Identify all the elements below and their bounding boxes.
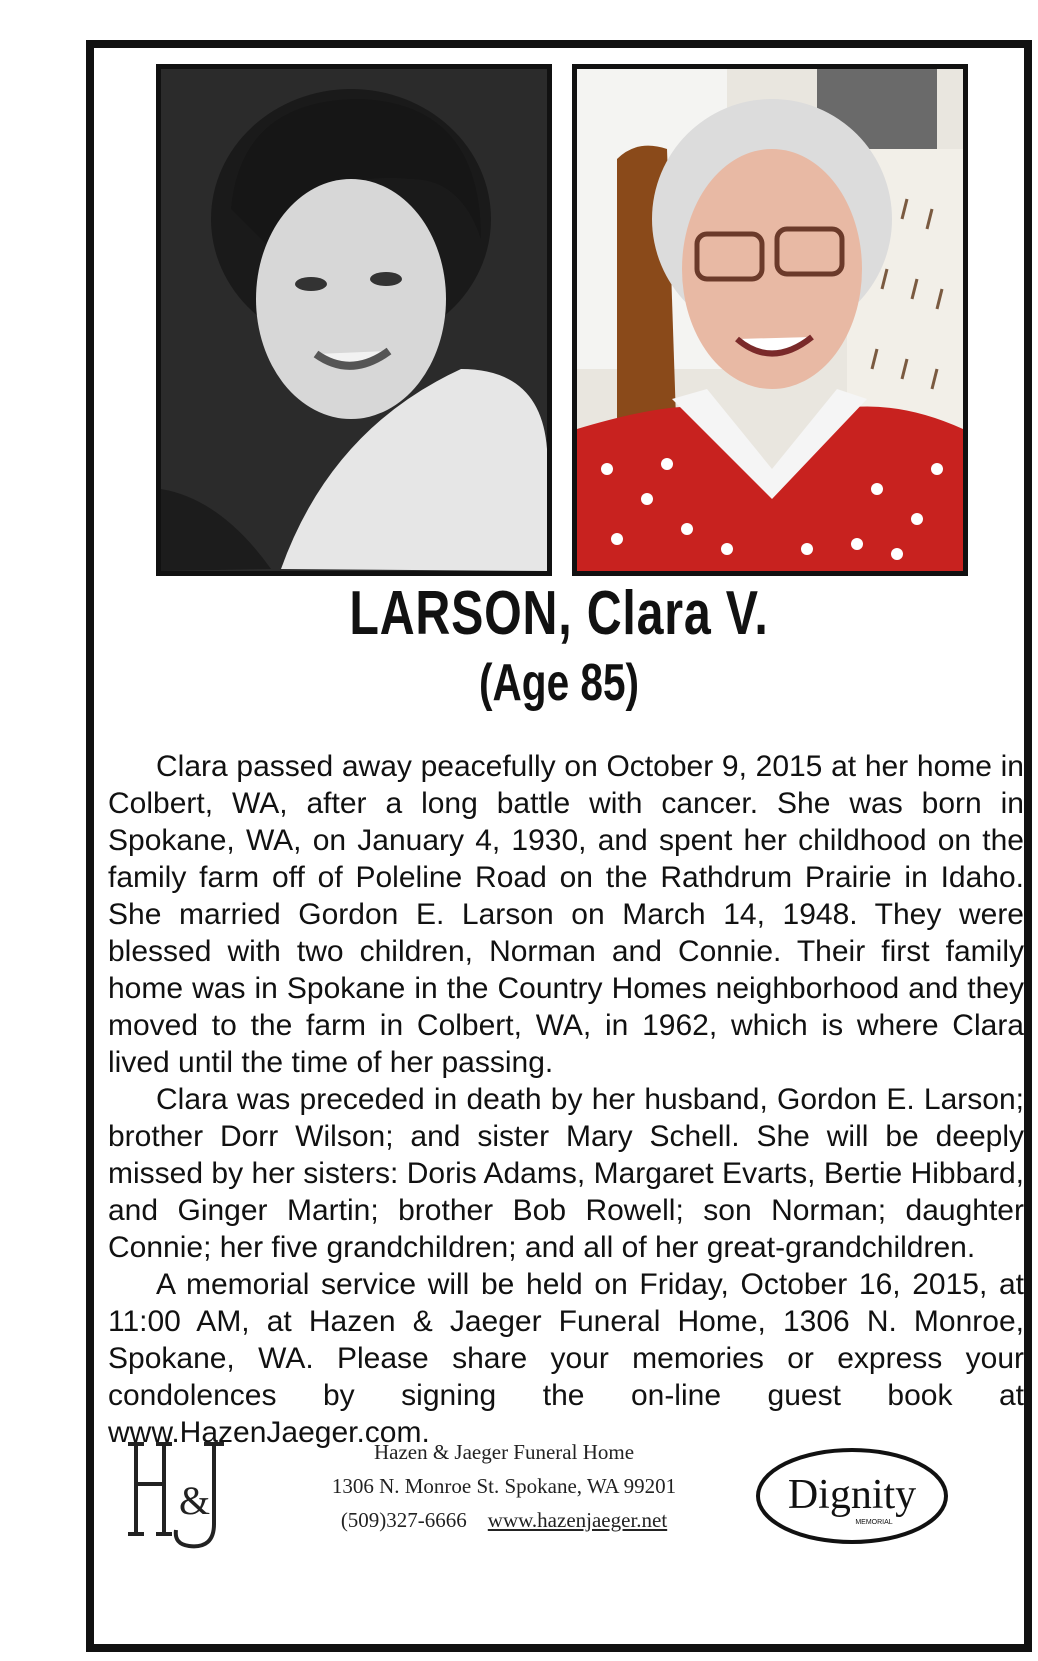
funeral-home-website-link[interactable]: www.hazenjaeger.net: [487, 1508, 668, 1532]
funeral-home-address: 1306 N. Monroe St. Spokane, WA 99201: [331, 1474, 677, 1498]
funeral-home-contact: [294, 1508, 714, 1533]
funeral-home-footer: [94, 1428, 1024, 1568]
dignity-label: Dignity: [787, 1472, 917, 1518]
dignity-memorial-logo: [754, 1446, 950, 1546]
deceased-age: (Age 85): [478, 654, 640, 712]
hj-logo: [124, 1434, 234, 1554]
obituary-text: [108, 748, 1024, 1451]
svg-text:&: &: [179, 1478, 211, 1523]
portrait-elderly-photo: [572, 64, 968, 576]
obituary-frame: [86, 40, 1032, 1652]
funeral-home-name: Hazen & Jaeger Funeral Home: [373, 1440, 635, 1464]
portrait-young-photo: [156, 64, 552, 576]
dignity-sub-label: MEMORIAL: [855, 1519, 893, 1526]
funeral-home-phone: (509)327-6666: [340, 1508, 467, 1532]
obituary-paragraph-2: Clara was preceded in death by her husband, Gordon E. Larson; brother Dorr Wilson; and sister Mary Schell. She will be deeply missed by her sisters: Doris Adams, Margaret Evarts, Bertie Hibbard, and Ginger Martin; brother Bob Rowell; son Norman; daughter Connie; her five grandchildren; and all of her great-grandchildren.: [108, 1083, 1024, 1264]
obituary-paragraph-3: A memorial service will be held on Friday, October 16, 2015, at 11:00 AM, at Hazen & Jaeger Funeral Home, 1306 N. Monroe, Spokane, WA. Please share your memories or express your condolences by signing the on-line guest book at www.HazenJaeger.com.: [108, 1268, 1024, 1449]
obituary-paragraph-1: Clara passed away peacefully on October 9, 2015 at her home in Colbert, WA, after a long battle with cancer. She was born in Spokane, WA, on January 4, 1930, and spent her childhood on the family farm off of Poleline Road on the Rathdrum Prairie in Idaho. She married Gordon E. Larson on March 14, 1948. They were blessed with two children, Norman and Connie. Their first family home was in Spokane in the Country Homes neighborhood and they moved to the farm in Colbert, WA, in 1962, which is where Clara lived until the time of her passing.: [108, 750, 1024, 1079]
deceased-name: LARSON, Clara V.: [349, 579, 769, 648]
